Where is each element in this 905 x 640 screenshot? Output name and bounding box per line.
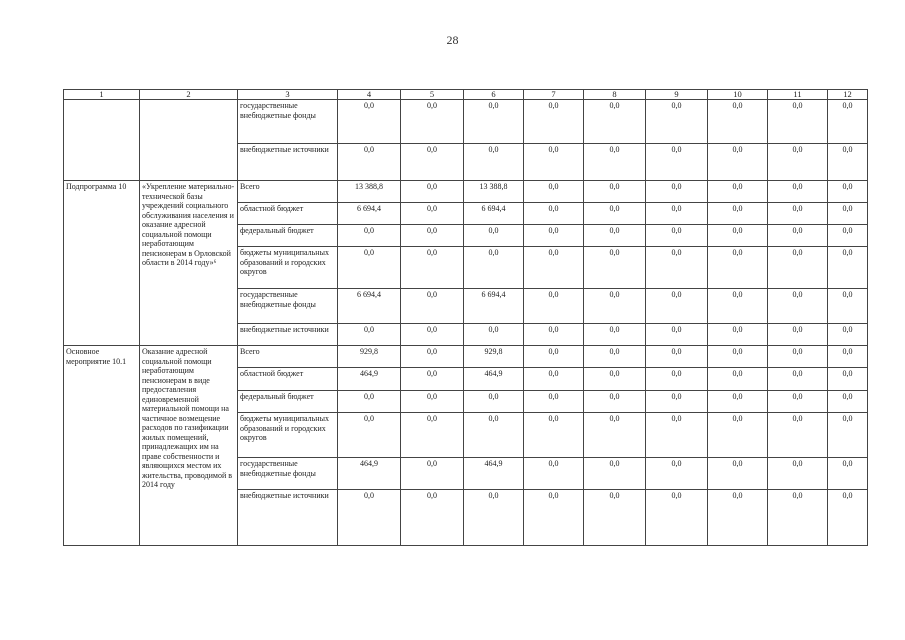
value-cell: 0,0 — [828, 324, 868, 346]
value-cell: 0,0 — [584, 247, 646, 289]
value-cell: 6 694,4 — [338, 289, 401, 324]
value-cell: 0,0 — [338, 100, 401, 144]
table-row — [64, 346, 868, 368]
column-header: 2 — [140, 90, 238, 100]
value-cell: 464,9 — [338, 368, 401, 391]
column-header: 3 — [238, 90, 338, 100]
column-header: 4 — [338, 90, 401, 100]
value-cell: 0,0 — [401, 368, 464, 391]
value-cell: 0,0 — [828, 225, 868, 247]
funding-source-cell: внебюджетные источники — [238, 490, 338, 546]
value-cell: 0,0 — [768, 203, 828, 225]
column-header: 1 — [64, 90, 140, 100]
value-cell: 0,0 — [828, 203, 868, 225]
value-cell: 929,8 — [338, 346, 401, 368]
value-cell: 0,0 — [401, 346, 464, 368]
value-cell: 0,0 — [828, 100, 868, 144]
value-cell: 0,0 — [401, 100, 464, 144]
value-cell: 0,0 — [401, 203, 464, 225]
funding-source-cell: областной бюджет — [238, 203, 338, 225]
value-cell: 0,0 — [646, 413, 708, 458]
budget-table — [63, 89, 868, 546]
value-cell: 0,0 — [464, 413, 524, 458]
column-header: 10 — [708, 90, 768, 100]
value-cell: 0,0 — [646, 247, 708, 289]
value-cell: 0,0 — [338, 391, 401, 413]
value-cell: 6 694,4 — [464, 289, 524, 324]
value-cell: 0,0 — [646, 225, 708, 247]
program-description-cell: «Укрепление материально-технической базы учреждений социального обслуживания населения и оказание адресной социальной помощи неработающим пенсионерам в Орловской области в 2014 году»⁶ — [140, 181, 238, 346]
value-cell: 0,0 — [768, 413, 828, 458]
value-cell: 0,0 — [768, 100, 828, 144]
value-cell: 0,0 — [401, 391, 464, 413]
column-header: 6 — [464, 90, 524, 100]
value-cell: 0,0 — [524, 346, 584, 368]
value-cell: 6 694,4 — [338, 203, 401, 225]
table-header-row — [64, 90, 868, 100]
value-cell: 0,0 — [768, 391, 828, 413]
value-cell: 0,0 — [708, 247, 768, 289]
value-cell: 464,9 — [464, 458, 524, 490]
column-header: 8 — [584, 90, 646, 100]
value-cell: 0,0 — [646, 144, 708, 181]
value-cell: 0,0 — [464, 100, 524, 144]
funding-source-cell: государственные внебюджетные фонды — [238, 289, 338, 324]
value-cell: 6 694,4 — [464, 203, 524, 225]
value-cell: 0,0 — [584, 225, 646, 247]
value-cell: 0,0 — [768, 458, 828, 490]
value-cell: 0,0 — [584, 100, 646, 144]
program-name-cell: Подпрограмма 10 — [64, 181, 140, 346]
value-cell: 0,0 — [584, 181, 646, 203]
value-cell: 0,0 — [464, 324, 524, 346]
funding-source-cell: государственные внебюджетные фонды — [238, 100, 338, 144]
value-cell: 0,0 — [464, 247, 524, 289]
program-name-cell: Основное мероприятие 10.1 — [64, 346, 140, 546]
value-cell: 0,0 — [584, 391, 646, 413]
value-cell: 0,0 — [338, 247, 401, 289]
value-cell: 0,0 — [338, 144, 401, 181]
funding-source-cell: Всего — [238, 181, 338, 203]
value-cell: 0,0 — [828, 368, 868, 391]
value-cell: 0,0 — [524, 100, 584, 144]
program-description-cell — [140, 100, 238, 181]
value-cell: 0,0 — [768, 324, 828, 346]
value-cell: 0,0 — [708, 324, 768, 346]
value-cell: 0,0 — [708, 458, 768, 490]
value-cell: 0,0 — [584, 203, 646, 225]
funding-source-cell: федеральный бюджет — [238, 225, 338, 247]
value-cell: 0,0 — [524, 289, 584, 324]
value-cell: 0,0 — [524, 458, 584, 490]
funding-source-cell: бюджеты муниципальных образований и городских округов — [238, 413, 338, 458]
value-cell: 0,0 — [708, 391, 768, 413]
value-cell: 0,0 — [584, 324, 646, 346]
value-cell: 0,0 — [708, 225, 768, 247]
column-header: 7 — [524, 90, 584, 100]
value-cell: 0,0 — [646, 368, 708, 391]
value-cell: 0,0 — [828, 490, 868, 546]
value-cell: 0,0 — [646, 458, 708, 490]
funding-source-cell: государственные внебюджетные фонды — [238, 458, 338, 490]
value-cell: 0,0 — [584, 346, 646, 368]
value-cell: 0,0 — [768, 247, 828, 289]
value-cell: 929,8 — [464, 346, 524, 368]
value-cell: 0,0 — [708, 289, 768, 324]
value-cell: 0,0 — [524, 247, 584, 289]
value-cell: 464,9 — [464, 368, 524, 391]
value-cell: 0,0 — [524, 144, 584, 181]
value-cell: 0,0 — [708, 144, 768, 181]
value-cell: 0,0 — [708, 100, 768, 144]
value-cell: 0,0 — [708, 203, 768, 225]
value-cell: 0,0 — [646, 324, 708, 346]
value-cell: 0,0 — [768, 490, 828, 546]
value-cell: 0,0 — [338, 324, 401, 346]
value-cell: 0,0 — [524, 181, 584, 203]
value-cell: 0,0 — [646, 100, 708, 144]
funding-source-cell: областной бюджет — [238, 368, 338, 391]
value-cell: 0,0 — [646, 181, 708, 203]
value-cell: 0,0 — [524, 490, 584, 546]
value-cell: 0,0 — [646, 346, 708, 368]
value-cell: 0,0 — [524, 413, 584, 458]
value-cell: 0,0 — [401, 144, 464, 181]
value-cell: 0,0 — [584, 490, 646, 546]
funding-source-cell: Всего — [238, 346, 338, 368]
value-cell: 0,0 — [584, 458, 646, 490]
value-cell: 0,0 — [768, 368, 828, 391]
value-cell: 0,0 — [401, 413, 464, 458]
value-cell: 0,0 — [768, 346, 828, 368]
column-header: 12 — [828, 90, 868, 100]
value-cell: 0,0 — [708, 413, 768, 458]
value-cell: 0,0 — [464, 391, 524, 413]
value-cell: 0,0 — [646, 289, 708, 324]
value-cell: 0,0 — [524, 368, 584, 391]
value-cell: 0,0 — [401, 247, 464, 289]
value-cell: 0,0 — [401, 225, 464, 247]
value-cell: 0,0 — [708, 181, 768, 203]
value-cell: 0,0 — [828, 458, 868, 490]
table-row — [64, 100, 868, 144]
value-cell: 0,0 — [768, 225, 828, 247]
column-header: 9 — [646, 90, 708, 100]
value-cell: 0,0 — [401, 324, 464, 346]
value-cell: 0,0 — [768, 144, 828, 181]
value-cell: 0,0 — [708, 368, 768, 391]
value-cell: 0,0 — [464, 225, 524, 247]
value-cell: 0,0 — [584, 144, 646, 181]
value-cell: 0,0 — [768, 181, 828, 203]
value-cell: 0,0 — [524, 203, 584, 225]
value-cell: 0,0 — [464, 490, 524, 546]
value-cell: 0,0 — [828, 181, 868, 203]
value-cell: 0,0 — [708, 490, 768, 546]
value-cell: 0,0 — [646, 391, 708, 413]
column-header: 5 — [401, 90, 464, 100]
value-cell: 0,0 — [828, 289, 868, 324]
funding-source-cell: внебюджетные источники — [238, 324, 338, 346]
value-cell: 0,0 — [828, 247, 868, 289]
funding-source-cell: внебюджетные источники — [238, 144, 338, 181]
value-cell: 0,0 — [401, 289, 464, 324]
value-cell: 0,0 — [338, 490, 401, 546]
value-cell: 0,0 — [828, 391, 868, 413]
value-cell: 0,0 — [338, 225, 401, 247]
page-number: 28 — [446, 33, 459, 47]
value-cell: 0,0 — [464, 144, 524, 181]
value-cell: 0,0 — [828, 346, 868, 368]
value-cell: 464,9 — [338, 458, 401, 490]
column-header: 11 — [768, 90, 828, 100]
value-cell: 0,0 — [584, 368, 646, 391]
funding-source-cell: федеральный бюджет — [238, 391, 338, 413]
funding-source-cell: бюджеты муниципальных образований и городских округов — [238, 247, 338, 289]
value-cell: 13 388,8 — [338, 181, 401, 203]
value-cell: 0,0 — [646, 203, 708, 225]
value-cell: 0,0 — [401, 181, 464, 203]
value-cell: 0,0 — [338, 413, 401, 458]
value-cell: 0,0 — [708, 346, 768, 368]
value-cell: 0,0 — [828, 413, 868, 458]
value-cell: 0,0 — [401, 458, 464, 490]
table-row — [64, 181, 868, 203]
program-description-cell: Оказание адресной социальной помощи неработающим пенсионерам в виде предоставления единовременной материальной помощи на частичное возмещение расходов по газификации жилых помещений, принадлежащих им на праве собственности и являющихся местом их жительства, проводимой в 2014 году — [140, 346, 238, 546]
value-cell: 0,0 — [524, 391, 584, 413]
value-cell: 0,0 — [524, 225, 584, 247]
value-cell: 0,0 — [646, 490, 708, 546]
program-name-cell — [64, 100, 140, 181]
value-cell: 0,0 — [828, 144, 868, 181]
value-cell: 0,0 — [401, 490, 464, 546]
value-cell: 0,0 — [768, 289, 828, 324]
value-cell: 0,0 — [584, 413, 646, 458]
value-cell: 0,0 — [524, 324, 584, 346]
value-cell: 0,0 — [584, 289, 646, 324]
value-cell: 13 388,8 — [464, 181, 524, 203]
